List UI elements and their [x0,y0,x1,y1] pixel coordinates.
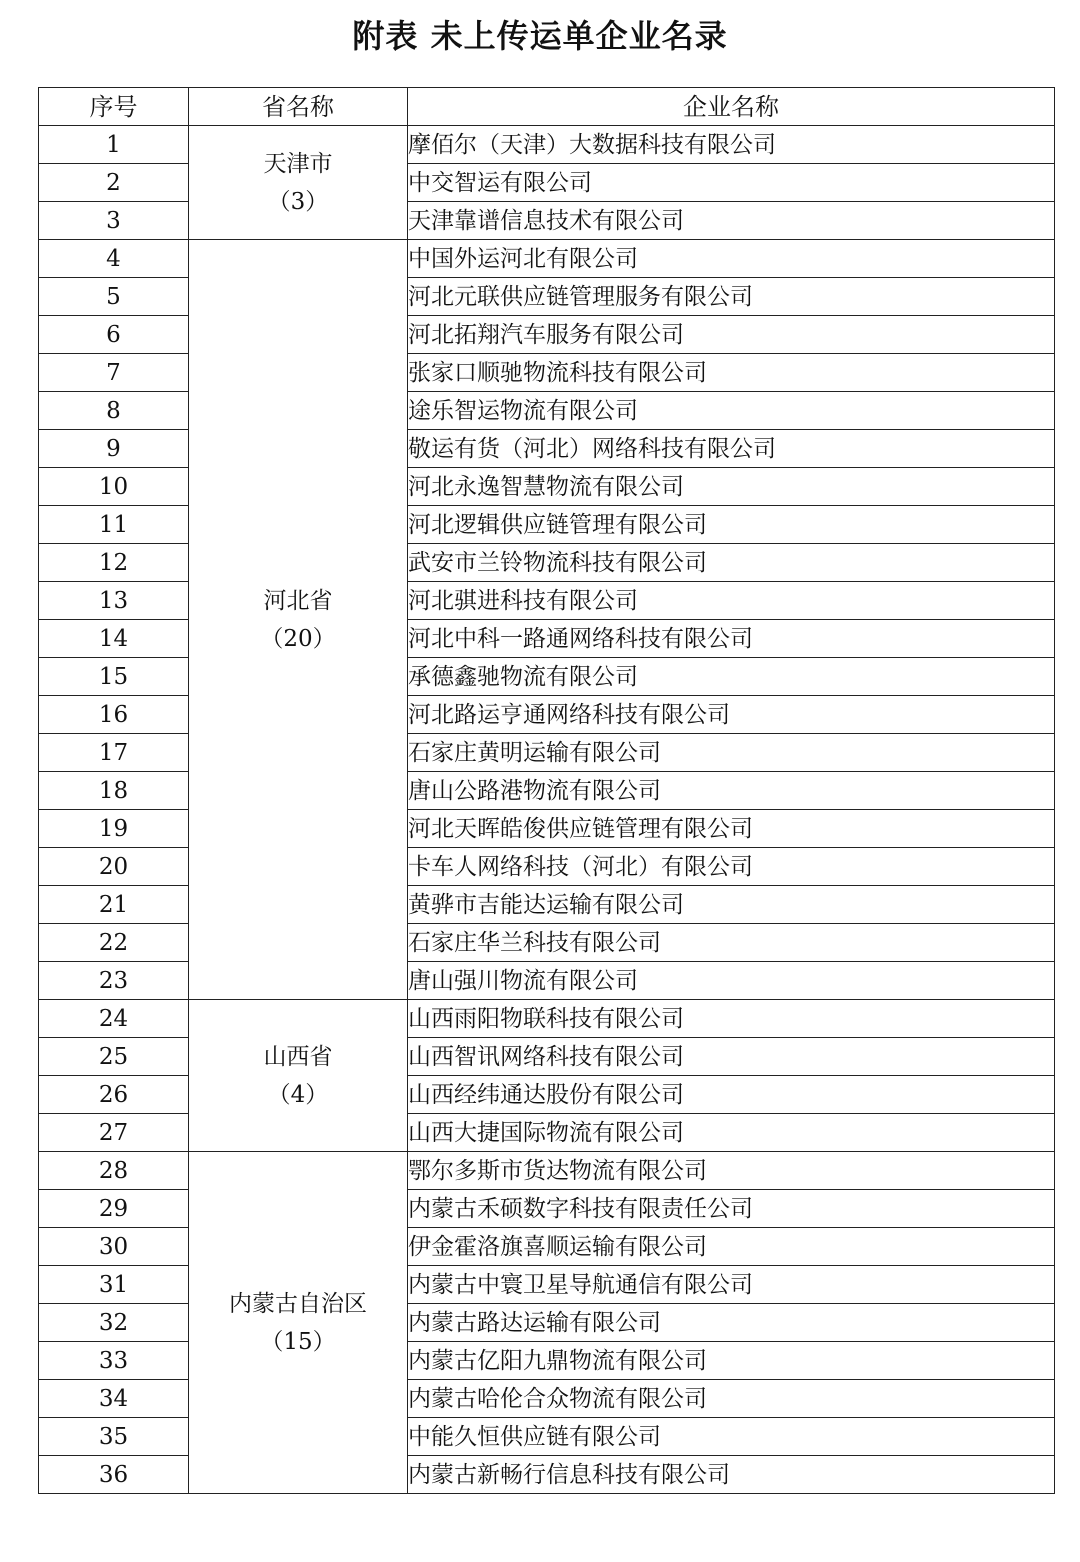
header-seq: 序号 [39,88,189,126]
table-row [39,240,1055,278]
row-seq: 27 [39,1114,189,1152]
company-name: 山西雨阳物联科技有限公司 [408,1000,1055,1038]
row-seq: 17 [39,734,189,772]
row-seq: 5 [39,278,189,316]
company-name: 河北元联供应链管理服务有限公司 [408,278,1055,316]
row-seq: 16 [39,696,189,734]
company-name: 河北路运亨通网络科技有限公司 [408,696,1055,734]
table-row [39,126,1055,164]
row-seq: 9 [39,430,189,468]
company-name: 承德鑫驰物流有限公司 [408,658,1055,696]
row-seq: 20 [39,848,189,886]
row-seq: 29 [39,1190,189,1228]
company-name: 摩佰尔（天津）大数据科技有限公司 [408,126,1055,164]
province-name: 山西省 [263,1043,333,1070]
row-seq: 25 [39,1038,189,1076]
company-name: 中能久恒供应链有限公司 [408,1418,1055,1456]
province-name: 河北省 [263,587,333,614]
company-name: 河北永逸智慧物流有限公司 [408,468,1055,506]
company-name: 中交智运有限公司 [408,164,1055,202]
province-count: （3） [267,188,329,215]
row-seq: 14 [39,620,189,658]
province-name: 天津市 [263,150,333,177]
company-table [38,87,1055,1494]
company-name: 内蒙古亿阳九鼎物流有限公司 [408,1342,1055,1380]
row-seq: 26 [39,1076,189,1114]
company-name: 内蒙古路达运输有限公司 [408,1304,1055,1342]
row-seq: 12 [39,544,189,582]
row-seq: 22 [39,924,189,962]
company-name: 山西大捷国际物流有限公司 [408,1114,1055,1152]
company-name: 唐山公路港物流有限公司 [408,772,1055,810]
province-count: （4） [267,1081,329,1108]
company-name: 内蒙古中寰卫星导航通信有限公司 [408,1266,1055,1304]
company-name: 卡车人网络科技（河北）有限公司 [408,848,1055,886]
company-name: 鄂尔多斯市货达物流有限公司 [408,1152,1055,1190]
company-name: 河北骐进科技有限公司 [408,582,1055,620]
company-name: 石家庄黄明运输有限公司 [408,734,1055,772]
header-company: 企业名称 [408,88,1055,126]
company-name: 石家庄华兰科技有限公司 [408,924,1055,962]
row-seq: 35 [39,1418,189,1456]
company-name: 唐山强川物流有限公司 [408,962,1055,1000]
row-seq: 24 [39,1000,189,1038]
company-name: 内蒙古禾硕数字科技有限责任公司 [408,1190,1055,1228]
row-seq: 21 [39,886,189,924]
province-count: （20） [260,625,336,652]
province-count: （15） [260,1328,336,1355]
company-name: 山西经纬通达股份有限公司 [408,1076,1055,1114]
company-name: 黄骅市吉能达运输有限公司 [408,886,1055,924]
row-seq: 1 [39,126,189,164]
row-seq: 2 [39,164,189,202]
row-seq: 4 [39,240,189,278]
row-seq: 23 [39,962,189,1000]
province-name: 内蒙古自治区 [229,1290,367,1317]
row-seq: 31 [39,1266,189,1304]
company-name: 河北拓翔汽车服务有限公司 [408,316,1055,354]
row-seq: 7 [39,354,189,392]
row-seq: 28 [39,1152,189,1190]
row-seq: 18 [39,772,189,810]
company-name: 内蒙古新畅行信息科技有限公司 [408,1456,1055,1494]
row-seq: 19 [39,810,189,848]
province-cell [189,240,408,1000]
row-seq: 13 [39,582,189,620]
row-seq: 15 [39,658,189,696]
row-seq: 6 [39,316,189,354]
table-row [39,1000,1055,1038]
company-name: 张家口顺驰物流科技有限公司 [408,354,1055,392]
table-header-row [39,88,1055,126]
company-name: 河北中科一路通网络科技有限公司 [408,620,1055,658]
header-province: 省名称 [189,88,408,126]
company-name: 河北天晖皓俊供应链管理有限公司 [408,810,1055,848]
table-row [39,1152,1055,1190]
province-cell [189,1152,408,1494]
company-name: 途乐智运物流有限公司 [408,392,1055,430]
row-seq: 3 [39,202,189,240]
row-seq: 36 [39,1456,189,1494]
row-seq: 10 [39,468,189,506]
page-title: 附表 未上传运单企业名录 [352,17,728,55]
company-name: 武安市兰铃物流科技有限公司 [408,544,1055,582]
company-name: 敬运有货（河北）网络科技有限公司 [408,430,1055,468]
company-name: 山西智讯网络科技有限公司 [408,1038,1055,1076]
company-name: 天津靠谱信息技术有限公司 [408,202,1055,240]
company-name: 内蒙古哈伦合众物流有限公司 [408,1380,1055,1418]
row-seq: 32 [39,1304,189,1342]
row-seq: 34 [39,1380,189,1418]
province-cell [189,126,408,240]
row-seq: 30 [39,1228,189,1266]
row-seq: 11 [39,506,189,544]
row-seq: 33 [39,1342,189,1380]
company-name: 河北逻辑供应链管理有限公司 [408,506,1055,544]
row-seq: 8 [39,392,189,430]
company-name: 中国外运河北有限公司 [408,240,1055,278]
table-body [39,126,1055,1494]
company-name: 伊金霍洛旗喜顺运输有限公司 [408,1228,1055,1266]
province-cell [189,1000,408,1152]
